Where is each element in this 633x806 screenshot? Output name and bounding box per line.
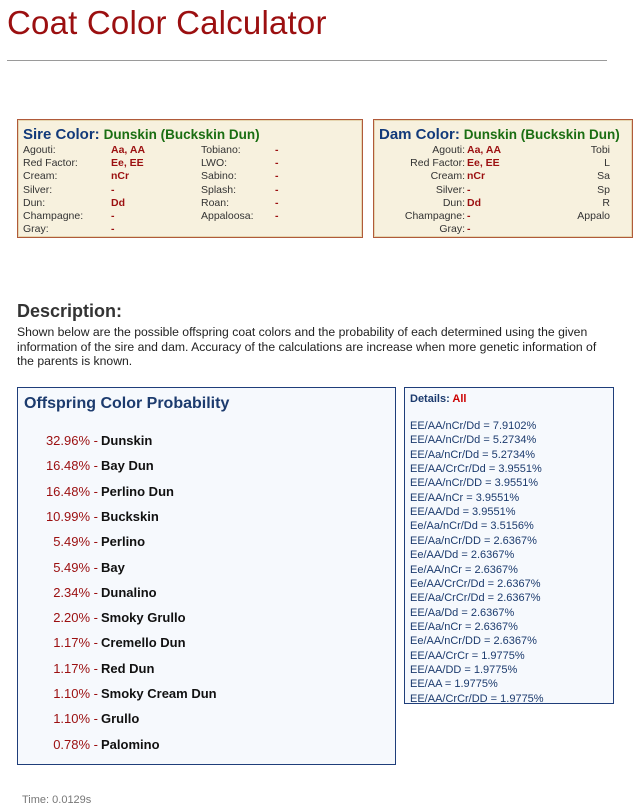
offspring-row (18, 534, 395, 554)
dam-gene-row (570, 144, 610, 157)
sire-gene-key: Gray: (23, 223, 49, 236)
sire-gene-value: - (275, 183, 279, 196)
dam-gene-row (374, 196, 481, 210)
offspring-color-name: Perlino Dun (101, 483, 174, 499)
detail-genotype-line: EE/Aa/nCr/DD = 2.6367% (410, 534, 537, 547)
offspring-row (18, 610, 395, 630)
detail-genotype-line: EE/AA/nCr = 3.9551% (410, 491, 520, 504)
dam-gene-row (374, 144, 502, 157)
sire-gene-key: Sabino: (201, 170, 237, 183)
description-heading: Description: (17, 301, 123, 321)
sire-gene-key: Cream: (23, 170, 58, 183)
offspring-probability-panel (17, 387, 396, 765)
dam-gene-key: Gray: (439, 223, 465, 236)
dam-gene-value: Dd (467, 196, 481, 209)
details-panel (404, 387, 614, 704)
offspring-probability: 1.10% - (53, 711, 98, 727)
sire-gene-row (23, 144, 146, 157)
offspring-color-name: Smoky Grullo (101, 610, 186, 626)
title-divider (7, 60, 607, 61)
sire-gene-row (201, 170, 279, 183)
dam-gene-row (570, 170, 610, 183)
dam-gene-value: - (467, 223, 471, 236)
dam-gene-key: R (602, 196, 610, 209)
offspring-color-name: Bay Dun (101, 458, 154, 474)
sire-gene-value: Ee, EE (111, 157, 144, 170)
offspring-probability: 5.49% - (53, 559, 98, 575)
sire-color-box (17, 119, 363, 238)
dam-gene-key: Dun: (442, 196, 465, 209)
offspring-color-name: Red Dun (101, 660, 155, 676)
sire-label: Sire Color: (23, 126, 100, 143)
offspring-row (18, 560, 395, 580)
dam-gene-row (570, 197, 610, 210)
offspring-panel-title: Offspring Color Probability (24, 395, 230, 412)
description-text: Shown below are the possible offspring coat colors and the probability of each determined using the given information of the sire and dam. Accuracy of the calculations are increase when more genetic information of the parents is known. (17, 325, 597, 369)
sire-gene-key: Appaloosa: (201, 210, 254, 222)
offspring-probability: 16.48% - (45, 483, 98, 499)
offspring-row (18, 509, 395, 529)
detail-genotype-line: EE/AA/CrCr/DD = 1.9775% (410, 692, 544, 705)
dam-color-value: Dunskin (Buckskin Dun) (463, 127, 620, 142)
offspring-row (18, 661, 395, 681)
dam-gene-row (374, 170, 486, 183)
offspring-color-name: Bay (101, 559, 125, 575)
sire-gene-row (201, 144, 279, 157)
offspring-color-name: Perlino (101, 534, 146, 550)
dam-label: Dam Color: (379, 126, 460, 143)
sire-gene-key: Silver: (23, 183, 53, 196)
offspring-probability: 32.96% - (45, 433, 98, 448)
sire-gene-row (23, 170, 130, 183)
sire-gene-key: Splash: (201, 183, 237, 196)
sire-gene-row (201, 157, 279, 170)
dam-gene-row (570, 210, 610, 223)
detail-genotype-line: Ee/AA/Dd = 2.6367% (410, 549, 515, 562)
offspring-probability: 0.78% - (53, 736, 98, 752)
sire-gene-row (23, 157, 144, 170)
sire-gene-value: - (111, 210, 115, 222)
offspring-row (18, 686, 395, 706)
sire-gene-row (201, 196, 279, 210)
offspring-row (18, 433, 395, 453)
dam-gene-row (374, 157, 500, 170)
offspring-row (18, 458, 395, 478)
offspring-color-name: Dunskin (101, 433, 153, 448)
offspring-row (18, 585, 395, 605)
dam-gene-row (570, 184, 610, 197)
dam-gene-row (570, 157, 610, 170)
offspring-row (18, 635, 395, 655)
sire-gene-value: Aa, AA (111, 144, 146, 156)
detail-genotype-line: EE/AA/nCr/Dd = 7.9102% (410, 420, 537, 432)
sire-gene-value: Dd (111, 196, 125, 209)
detail-genotype-line: EE/Aa/nCr/Dd = 5.2734% (410, 448, 536, 461)
sire-gene-value: - (275, 170, 279, 183)
offspring-probability: 1.17% - (53, 635, 98, 651)
detail-genotype-line: Ee/AA/nCr = 2.6367% (410, 563, 518, 576)
offspring-probability: 2.20% - (53, 610, 98, 626)
sire-gene-value: - (275, 210, 279, 222)
detail-genotype-line: Ee/AA/CrCr/Dd = 2.6367% (410, 577, 541, 590)
sire-gene-value: nCr (111, 170, 130, 183)
detail-genotype-line: EE/Aa/Dd = 2.6367% (410, 606, 515, 619)
dam-gene-key: Agouti: (432, 144, 465, 156)
sire-gene-row (23, 196, 125, 210)
offspring-probability: 1.17% - (53, 660, 98, 676)
sire-gene-key: Agouti: (23, 144, 56, 156)
offspring-probability: 1.10% - (53, 686, 98, 701)
offspring-probability: 2.34% - (53, 584, 98, 600)
offspring-color-name: Cremello Dun (101, 635, 186, 651)
detail-genotype-line: EE/AA/CrCr = 1.9775% (410, 649, 525, 662)
offspring-row (18, 737, 395, 757)
dam-heading (379, 126, 620, 143)
dam-gene-key: L (604, 157, 610, 170)
details-heading (410, 393, 466, 405)
offspring-probability: 16.48% - (45, 458, 98, 474)
sire-gene-value: - (111, 223, 115, 236)
offspring-color-name: Dunalino (101, 584, 157, 600)
footer-time: Time: 0.0129s (22, 794, 92, 806)
sire-gene-row (201, 183, 279, 197)
offspring-color-name: Buckskin (101, 508, 159, 524)
dam-gene-key: Appalo (577, 210, 610, 222)
page-title: Coat Color Calculator (7, 4, 327, 41)
sire-gene-row (23, 223, 115, 236)
dam-gene-key: Tobi (590, 144, 610, 156)
dam-gene-value: - (467, 183, 471, 196)
detail-genotype-line: EE/AA/DD = 1.9775% (410, 663, 518, 676)
detail-genotype-line: Ee/Aa/nCr/Dd = 3.5156% (410, 520, 534, 533)
details-filter-all[interactable]: All (452, 393, 467, 405)
sire-gene-value: - (275, 144, 279, 156)
offspring-color-name: Palomino (101, 736, 160, 752)
dam-gene-key: Sp (597, 183, 610, 196)
offspring-color-name: Smoky Cream Dun (101, 686, 217, 701)
sire-gene-value: - (111, 183, 115, 196)
sire-gene-row (23, 210, 115, 223)
dam-gene-key: Silver: (435, 183, 465, 196)
detail-genotype-line: EE/AA = 1.9775% (410, 678, 498, 691)
dam-gene-value: nCr (467, 170, 486, 183)
detail-genotype-line: EE/AA/CrCr/Dd = 3.9551% (410, 463, 542, 476)
offspring-row (18, 711, 395, 731)
detail-genotype-line: EE/Aa/CrCr/Dd = 2.6367% (410, 592, 541, 605)
sire-gene-value: - (275, 157, 279, 170)
detail-genotype-line: EE/AA/Dd = 3.9551% (410, 506, 516, 519)
sire-gene-key: Tobiano: (201, 144, 241, 156)
sire-gene-row (23, 183, 115, 197)
dam-gene-value: - (467, 210, 471, 222)
sire-gene-key: Dun: (23, 196, 46, 209)
sire-gene-key: Roan: (201, 196, 230, 209)
dam-gene-value: Ee, EE (467, 157, 500, 170)
dam-gene-row (374, 210, 471, 223)
sire-color-value: Dunskin (Buckskin Dun) (103, 127, 260, 142)
detail-genotype-line: EE/AA/nCr/DD = 3.9551% (410, 477, 539, 490)
detail-genotype-line: EE/Aa/nCr = 2.6367% (410, 620, 518, 633)
sire-gene-key: LWO: (201, 157, 228, 170)
sire-gene-key: Champagne: (23, 210, 84, 222)
sire-heading (23, 126, 260, 143)
dam-color-box (373, 119, 633, 238)
dam-gene-row (374, 223, 471, 236)
details-label: Details: (410, 393, 450, 405)
detail-genotype-line: Ee/AA/nCr/DD = 2.6367% (410, 635, 537, 648)
sire-gene-row (201, 210, 279, 223)
detail-genotype-line: EE/AA/nCr/Dd = 5.2734% (410, 434, 537, 447)
offspring-probability: 10.99% - (45, 508, 98, 524)
dam-gene-key: Cream: (430, 170, 465, 183)
offspring-probability: 5.49% - (53, 534, 98, 550)
dam-gene-row (374, 183, 471, 197)
sire-gene-key: Red Factor: (23, 157, 78, 170)
sire-gene-value: - (275, 196, 279, 209)
offspring-row (18, 484, 395, 504)
dam-gene-key: Sa (597, 170, 610, 183)
dam-gene-key: Champagne: (404, 210, 465, 222)
dam-gene-value: Aa, AA (467, 144, 502, 156)
dam-gene-key: Red Factor: (410, 157, 465, 170)
offspring-color-name: Grullo (101, 711, 140, 727)
